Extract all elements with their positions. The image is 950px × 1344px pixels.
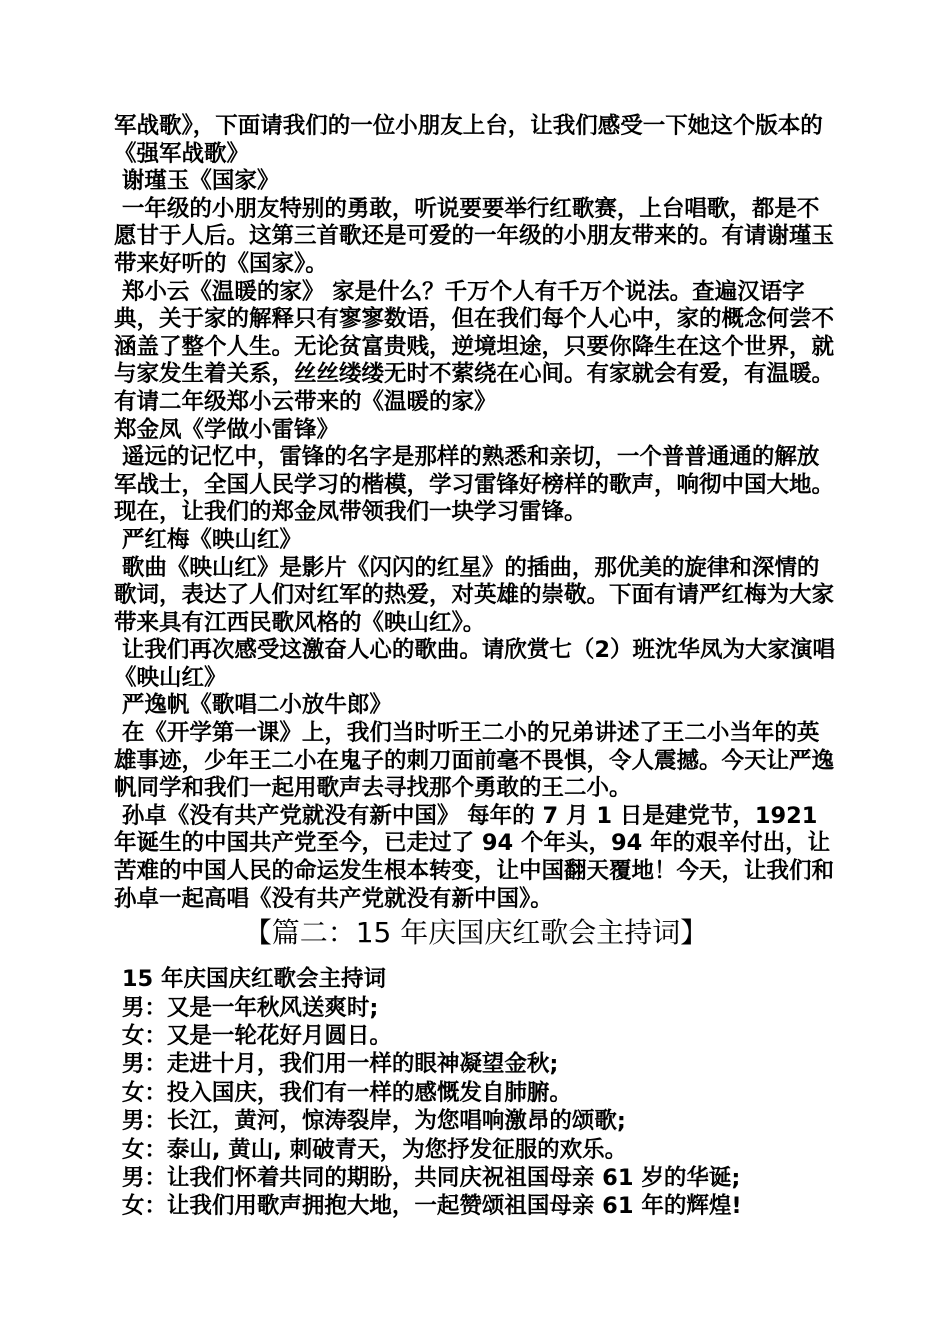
song-title-line: 谢瑾玉《国家》 [114,168,280,195]
paragraph: 歌曲《映山红》是影片《闪闪的红星》的插曲，那优美的旋律和深情的歌词，表达了人们对红军的热爱，对英雄的崇敬。下面有请严红梅为大家带来具有江西民歌风格的《映山红》。 [114,554,835,636]
paragraph: 一年级的小朋友特别的勇敢，听说要要举行红歌赛，上台唱歌，都是不愿甘于人后。这第三首歌还是可爱的一年级的小朋友带来的。有请谢瑾玉带来好听的《国家》。 [114,195,835,277]
dialogue-line: 女：泰山, 黄山, 刺破青天，为您抒发征服的欢乐。 [114,1136,628,1163]
document-page [114,113,838,1221]
section-part1 [114,113,838,913]
paragraph: 遥远的记忆中，雷锋的名字是那样的熟悉和亲切，一个普普通通的解放军战士，全国人民学习的楷模，学习雷锋好榜样的歌声，响彻中国大地。现在，让我们的郑金凤带领我们一块学习雷锋。 [114,444,835,526]
song-title-line: 严逸帆《歌唱二小放牛郎》 [114,692,392,719]
paragraph: 让我们再次感受这激奋人心的歌曲。请欣赏七（2）班沈华凤为大家演唱《映山红》 [114,637,836,691]
dialogue-line: 女：投入国庆，我们有一样的感慨发自肺腑。 [114,1079,572,1106]
song-title-line: 郑金凤《学做小雷锋》 [114,416,340,443]
song-title-line: 严红梅《映山红》 [114,526,302,553]
section-heading: 【篇二：15 年庆国庆红歌会主持词】 [243,916,709,950]
dialogue-line: 男：走进十月，我们用一样的眼神凝望金秋; [114,1051,559,1078]
dialogue-line: 女：让我们用歌声拥抱大地，一起赞颂祖国母亲 61 年的辉煌! [114,1193,742,1220]
paragraph: 郑小云《温暖的家》 家是什么？千万个人有千万个说法。查遍汉语字典，关于家的解释只有寥寥数语，但在我们每个人心中，家的概念何尝不涵盖了整个人生。无论贫富贵贱，逆境坦途，只要你降生在这个世界，就与家发生着关系，丝丝缕缕无时不萦绕在心间。有家就会有爱，有温暖。有请二年级郑小云带来的《温暖的家》 [114,278,835,415]
dialogue-line: 女：又是一轮花好月圆日。 [114,1023,392,1050]
paragraph: 在《开学第一课》上，我们当时听王二小的兄弟讲述了王二小当年的英雄事迹，少年王二小在鬼子的刺刀面前毫不畏惧，令人震撼。今天让严逸帆同学和我们一起用歌声去寻找那个勇敢的王二小。 [114,720,835,802]
section-part2 [114,965,838,1221]
dialogue-line: 男：长江，黄河，惊涛裂岸，为您唱响激昂的颂歌; [114,1108,626,1135]
dialogue-line: 男：让我们怀着共同的期盼，共同庆祝祖国母亲 61 岁的华诞; [114,1165,741,1192]
paragraph: 孙卓《没有共产党就没有新中国》 每年的 7 月 1 日是建党节，1921年诞生的中国共产党至今，已走过了 94 个年头，94 年的艰辛付出，让苦难的中国人民的命运发生根本转变，让中国翻天覆地！今天，让我们和孙卓一起高唱《没有共产党就没有新中国》。 [114,802,835,912]
list-title: 15 年庆国庆红歌会主持词 [114,966,386,993]
paragraph: 军战歌》，下面请我们的一位小朋友上台，让我们感受一下她这个版本的《强军战歌》 [114,113,823,167]
dialogue-line: 男：又是一年秋风送爽时; [114,994,379,1021]
